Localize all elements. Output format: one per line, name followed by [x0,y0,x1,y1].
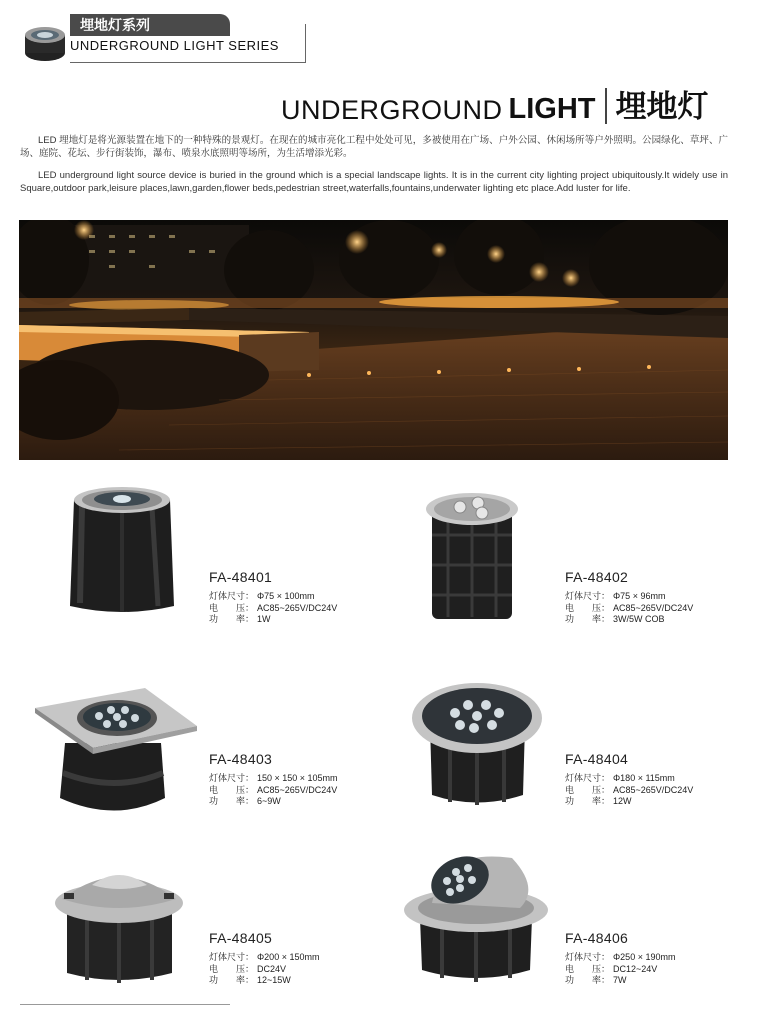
series-title-cn: 埋地灯系列 [70,14,230,36]
spec-value: 150 × 150 × 105mm [257,773,338,783]
title-separator [605,88,607,124]
spec-value: 3W/5W COB [613,614,665,624]
product-image-fa48406 [402,848,550,986]
spec-label: 灯体尺寸： [209,773,255,783]
series-title-en: UNDERGROUND LIGHT SERIES [70,38,279,53]
spec-label: 电 压： [209,784,255,795]
spec-label: 电 压： [209,963,255,974]
spec-value: 1W [257,614,271,624]
spec-label: 功 率： [209,975,255,985]
spec-value: Φ75 × 100mm [257,591,315,601]
product-specs [209,773,338,808]
product-code: FA-48402 [565,569,629,585]
night-landscape-photo [19,220,728,460]
spec-value: 7W [613,975,627,985]
spec-label: 灯体尺寸： [209,952,255,962]
product-specs [565,591,693,626]
product-image-fa48405 [52,855,187,985]
intro-cn: LED 埋地灯是将光源装置在地下的一种特殊的景观灯。在现在的城市亮化工程中处处可见，多被使用在广场、户外公园、休闲场所等户外照明。公园绿化、草坪、广场、庭院、花坛、步行街装饰，瀑布、喷泉水底照明等场所，为生活增添光彩。 [20,135,728,159]
product-code: FA-48406 [565,930,629,946]
spec-label: 电 压： [565,963,611,974]
header-divider [305,24,306,63]
product-specs [565,952,675,987]
product-code: FA-48403 [209,751,273,767]
spec-label: 灯体尺寸： [209,591,255,601]
page-title [281,86,709,126]
spec-label: 灯体尺寸： [565,773,611,783]
underground-light-logo-icon [20,15,70,65]
product-specs [565,773,693,808]
spec-value: Φ75 × 96mm [613,591,666,601]
product-specs [209,952,319,987]
spec-label: 功 率： [565,796,611,806]
spec-value: DC24V [257,963,287,974]
spec-value: 12W [613,796,632,806]
product-code: FA-48401 [209,569,273,585]
spec-value: AC85~265V/DC24V [613,602,694,613]
product-image-fa48403 [35,688,197,823]
spec-label: 功 率： [209,796,255,806]
spec-value: 6~9W [257,796,281,806]
intro-en: LED underground light source device is buried in the ground which is a special landscape lights. It is in the current city lighting project ubiquitously.It widely use in Square,outdoor park,leisure places,lawn,garden,flower beds,pedestrian street,waterfalls,fountains,underwater lighting etc place.Add luster for life. [20,170,728,194]
spec-value: AC85~265V/DC24V [613,784,694,795]
product-code: FA-48405 [209,930,273,946]
spec-label: 灯体尺寸： [565,591,611,601]
spec-label: 功 率： [209,614,255,624]
footer-divider [20,1004,230,1005]
spec-label: 电 压： [565,784,611,795]
page-title-regular: UNDERGROUND [281,95,503,125]
spec-label: 功 率： [565,614,611,624]
spec-value: Φ250 × 190mm [613,952,676,962]
product-code: FA-48404 [565,751,629,767]
spec-value: 12~15W [257,975,291,985]
spec-label: 电 压： [565,602,611,613]
product-specs [209,591,337,626]
header-underline [70,62,305,63]
spec-value: DC12~24V [613,963,658,974]
spec-label: 灯体尺寸： [565,952,611,962]
spec-label: 电 压： [209,602,255,613]
spec-value: AC85~265V/DC24V [257,784,338,795]
spec-label: 功 率： [565,975,611,985]
page-title-cn: 埋地灯 [615,89,709,124]
product-image-fa48404 [410,680,545,810]
product-image-fa48402 [420,485,525,625]
spec-value: AC85~265V/DC24V [257,602,338,613]
page-title-bold: LIGHT [508,93,596,125]
spec-value: Φ180 × 115mm [613,773,675,783]
product-image-fa48401 [62,478,182,618]
spec-value: Φ200 × 150mm [257,952,320,962]
